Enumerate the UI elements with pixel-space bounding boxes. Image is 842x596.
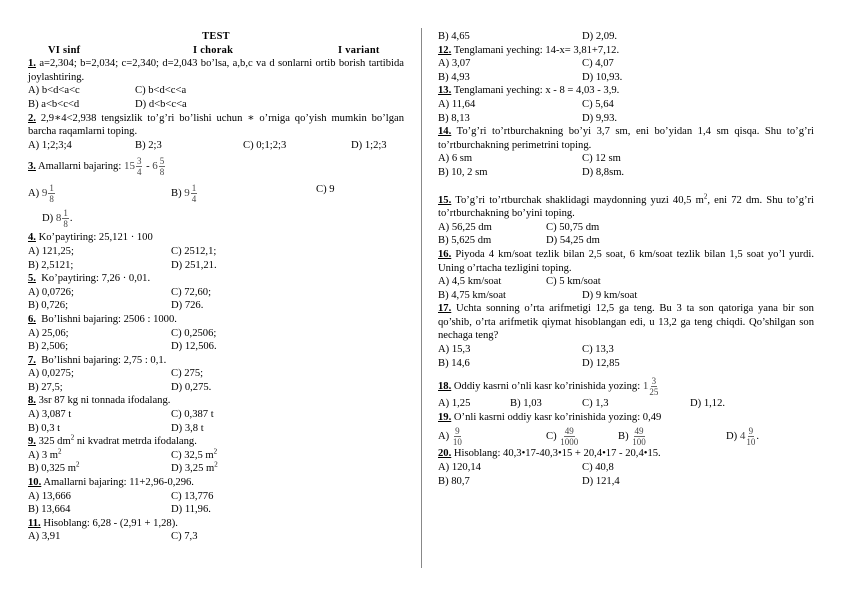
option-d[interactable]: [726, 426, 759, 447]
option-b[interactable]: B) 4,75 km/soat: [438, 289, 506, 301]
option-c[interactable]: C) 72,60;: [171, 286, 212, 298]
option-b[interactable]: [618, 426, 726, 447]
mixed-number-whole: 8: [55, 212, 62, 225]
answer-row: [28, 462, 404, 476]
question-text: Uchta sonning o’rta arifmetigi 12,5 ga teng. Bu 3 ta son qatoriga yana bir son qo’shib, o’rta arifmetik qiymat hisoblangan edi, u 13,2 ga teng chiqdi. Qo’shilgan son nechaga teng?: [438, 303, 814, 342]
option-a[interactable]: A) 3,91: [28, 531, 61, 543]
question-text: Bo’lishni bajaring: 2,75 : 0,1.: [41, 354, 167, 366]
question-text: To’g’ri to’rtburchak shaklidagi maydonning yuzi 40,5 m: [455, 194, 704, 206]
answer-row: [438, 357, 814, 371]
option-d[interactable]: D) 8,8sm.: [582, 166, 625, 178]
mixed-number-whole: 9: [184, 187, 190, 200]
answer-row: [438, 275, 814, 289]
option-c[interactable]: C) 0,387 t: [171, 409, 214, 421]
superscript: 2: [75, 460, 80, 469]
question-17: [438, 302, 814, 343]
answer-row: [28, 183, 404, 204]
denominator: 25: [649, 387, 659, 398]
option-a[interactable]: A) 3,087 t: [28, 409, 72, 421]
question-text: 3sr 87 kg ni tonnada ifodalang.: [38, 395, 171, 407]
option-b[interactable]: B) 1,03: [510, 398, 542, 410]
question-text: Bo’lishni bajaring: 2506 : 1000.: [41, 313, 177, 325]
question-2: [28, 112, 404, 139]
mixed-number-whole: 15: [123, 160, 135, 173]
fraction: [191, 183, 198, 204]
numerator: 1: [63, 208, 68, 219]
denominator: 4: [136, 167, 142, 178]
question-text: , eni 72 dm. Shu to’g’ri to’rtburchakning bo’yini toping.: [438, 194, 814, 220]
question-text: Amallarni bajaring:: [38, 161, 122, 173]
answer-row: [28, 367, 404, 381]
option-a[interactable]: [438, 426, 546, 447]
option-b[interactable]: B) 5,625 dm: [438, 235, 492, 247]
numerator: 49: [634, 426, 644, 437]
question-text: To’g’ri to’rtburchakning bo’yi 3,7 sm, eni bo’yidan 1,4 sm qisqa. Shu to’g’ri to’rtburchakning perimetrini toping.: [438, 126, 814, 151]
option-d[interactable]: D) 2,09.: [582, 31, 618, 42]
option-letter: B): [618, 431, 629, 443]
question-number: 13.: [438, 85, 452, 97]
option-a[interactable]: A) 13,666: [28, 490, 71, 502]
option-d[interactable]: D) 121,4: [582, 475, 620, 487]
numerator: 3: [651, 376, 657, 387]
option-b[interactable]: B) 2;3: [135, 139, 162, 151]
question-number: 18.: [438, 381, 452, 393]
grade-label: VI sinf: [48, 44, 81, 56]
option-c[interactable]: C) 0,2506;: [171, 327, 217, 339]
answer-row: [28, 408, 404, 422]
option-c[interactable]: C) 12 sm: [582, 153, 621, 165]
numerator: 1: [49, 183, 54, 194]
option-c[interactable]: C) 5 km/soat: [546, 276, 601, 288]
denominator: 8: [159, 167, 165, 178]
question-10: [28, 476, 404, 490]
fraction: [453, 426, 462, 447]
option-c[interactable]: [171, 449, 217, 463]
superscript: 2: [214, 460, 218, 469]
answer-row: [28, 503, 404, 517]
question-number: 9.: [28, 436, 36, 448]
answer-row: [438, 152, 814, 166]
option-d[interactable]: D) 0,275.: [171, 381, 212, 393]
numerator: 1: [191, 183, 197, 194]
option-c[interactable]: C) 50,75 dm: [546, 221, 600, 233]
option-a[interactable]: A) 0,0726;: [28, 286, 74, 298]
question-text: ni kvadrat metrda ifodalang.: [74, 436, 197, 448]
mixed-number-whole: 4: [739, 430, 746, 443]
question-number: 15.: [438, 194, 452, 206]
question-text: Ko’paytiring: 7,26 · 0,01.: [41, 273, 151, 285]
option-a[interactable]: A) 1,25: [438, 398, 471, 410]
option-c[interactable]: C) 9: [316, 184, 335, 196]
answer-row: [28, 299, 404, 313]
fraction: [48, 183, 55, 204]
answer-row: [438, 112, 814, 126]
question-number: 2.: [28, 112, 36, 124]
option-d[interactable]: [42, 208, 73, 229]
option-a[interactable]: A) 15,3: [438, 344, 471, 356]
option-letter: D): [726, 431, 738, 443]
answer-row: [438, 289, 814, 303]
option-b[interactable]: B) 80,7: [438, 475, 470, 487]
question-3: [28, 156, 404, 177]
fraction: [632, 426, 646, 447]
answer-row: [438, 426, 814, 447]
numerator: 5: [159, 156, 165, 167]
option-a[interactable]: A) 120,14: [438, 462, 481, 474]
answer-row: [438, 98, 814, 112]
option-letter: C): [546, 431, 557, 443]
denominator: 4: [191, 194, 197, 205]
answer-row: [438, 57, 814, 71]
question-13: [438, 84, 814, 98]
question-number: 10.: [28, 477, 42, 489]
answer-row: [438, 397, 814, 411]
question-6: [28, 313, 404, 327]
question-text: Tenglamani yeching: x - 8 = 4,03 - 3,9.: [453, 85, 620, 97]
mixed-number-whole: 9: [41, 187, 48, 200]
option-b[interactable]: B) 14,6: [438, 357, 470, 369]
option-a[interactable]: A) 56,25 dm: [438, 221, 492, 233]
question-5: [28, 272, 404, 286]
option-b[interactable]: B) a<b<c<d: [28, 98, 80, 110]
answer-row: [438, 221, 814, 235]
option-c[interactable]: C) 4,07: [582, 58, 614, 70]
option-d[interactable]: D) 54,25 dm: [546, 235, 600, 247]
denominator: 100: [632, 437, 646, 448]
numerator: 9: [455, 426, 460, 437]
fraction: [136, 156, 143, 177]
option-a[interactable]: A) 0,0275;: [28, 368, 74, 380]
question-18: [438, 376, 814, 397]
question-text: Amallarni bajaring: 11+2,96-0,296.: [43, 477, 194, 489]
denominator: 10: [746, 437, 756, 448]
option-b[interactable]: B) 4,93: [438, 71, 470, 83]
option-a[interactable]: A) 4,5 km/soat: [438, 276, 502, 288]
option-b[interactable]: B) 10, 2 sm: [438, 166, 488, 178]
option-a[interactable]: A) 25,06;: [28, 327, 69, 339]
option-c[interactable]: C) 2512,1;: [171, 245, 217, 257]
denominator: 8: [49, 194, 54, 205]
question-text: Oddiy kasrni o’nli kasr ko’rinishida yozing:: [453, 381, 641, 393]
answer-row: [28, 259, 404, 273]
option-d[interactable]: [171, 462, 218, 476]
option-text: C) 32,5 m: [171, 449, 214, 461]
answer-row: [28, 84, 404, 98]
denominator: 1000: [560, 437, 579, 448]
answer-row: [28, 490, 404, 504]
question-text: Tenglamani yeching: 14-x= 3,81+7,12.: [453, 44, 620, 56]
option-c[interactable]: C) 275;: [171, 368, 204, 380]
option-c[interactable]: C) b<d<c<a: [135, 85, 187, 97]
option-a[interactable]: A) 6 sm: [438, 153, 473, 165]
option-d[interactable]: D) 11,96.: [171, 504, 211, 516]
question-4: [28, 231, 404, 245]
question-text: Ko’paytiring: 25,121 · 100: [38, 232, 153, 244]
question-text: 2,9∗4<2,938 tengsizlik to’g’ri bo’lishi uchun ∗ o’rniga qo’yish mumkin bo’lgan barcha raqamlarni toping.: [28, 112, 404, 138]
question-16: [438, 248, 814, 275]
option-text: A) 3 m: [28, 449, 59, 461]
fraction: [560, 426, 578, 447]
option-letter: D): [42, 213, 54, 225]
option-b[interactable]: [171, 183, 316, 204]
answer-row: [438, 166, 814, 180]
option-c[interactable]: C) 1,3: [582, 398, 609, 410]
answer-row: [438, 461, 814, 475]
superscript: 2: [70, 433, 75, 442]
question-text: Hisoblang: 6,28 - (2,91 + 1,28).: [43, 517, 178, 529]
mixed-number-whole: 6: [152, 160, 158, 173]
option-b[interactable]: B) 2,506;: [28, 341, 69, 353]
option-b[interactable]: B) 0,3 t: [28, 422, 61, 434]
operator: -: [146, 161, 150, 173]
option-d[interactable]: D) 3,8 t: [171, 422, 204, 434]
fraction: [746, 426, 755, 447]
superscript: 2: [213, 447, 218, 456]
answer-row: [28, 139, 404, 153]
variant-label: I variant: [338, 44, 380, 56]
option-letter: A): [28, 188, 40, 200]
fraction: [649, 376, 658, 397]
answer-row: [28, 530, 404, 544]
answer-row: [438, 343, 814, 357]
option-c[interactable]: C) 13,776: [171, 490, 214, 502]
question-20: [438, 447, 814, 461]
option-a[interactable]: A) 3,07: [438, 58, 471, 70]
question-number: 5.: [28, 273, 36, 285]
question-number: 16.: [438, 248, 452, 260]
answer-row: [28, 98, 404, 112]
question-number: 19.: [438, 411, 452, 423]
option-b[interactable]: B) 27,5;: [28, 381, 63, 393]
answer-row: [28, 208, 404, 229]
option-d[interactable]: D) 10,93.: [582, 71, 623, 83]
numerator: 9: [748, 426, 754, 437]
answer-row: [438, 30, 814, 44]
question-11: [28, 517, 404, 531]
term-label: I chorak: [193, 44, 234, 56]
numerator: 49: [564, 426, 574, 437]
option-d[interactable]: D) 1;2;3: [351, 139, 387, 151]
answer-row: [438, 475, 814, 489]
superscript: 2: [703, 192, 708, 200]
question-1: [28, 57, 404, 84]
column-divider: [421, 28, 422, 568]
superscript: 2: [58, 447, 62, 456]
option-d[interactable]: D) 251,21.: [171, 259, 217, 271]
question-text: Piyoda 4 km/soat tezlik bilan 2,5 soat, 6 km/soat tezlik bilan 1,5 soat yo’l yurdi. Uning o’rtacha tezligini toping.: [438, 248, 814, 274]
test-header: [28, 44, 404, 58]
mixed-number-whole: 1: [642, 380, 649, 393]
option-d[interactable]: D) 726.: [171, 300, 204, 312]
question-text: a=2,304; b=2,034; c=2,340; d=2,043 bo’lsa, a,b,c va d sonlarni ortib borish tartibida joylashtiring.: [28, 58, 404, 83]
option-d[interactable]: D) 9 km/soat: [582, 289, 638, 301]
option-d[interactable]: D) 12,85: [582, 357, 620, 369]
option-a[interactable]: A) 1;2;3;4: [28, 139, 72, 151]
test-title: TEST: [202, 31, 230, 42]
question-15: [438, 194, 814, 221]
answer-row: [28, 381, 404, 395]
right-column: [438, 30, 814, 488]
option-a[interactable]: A) 11,64: [438, 98, 476, 110]
question-14: [438, 125, 814, 152]
question-7: [28, 354, 404, 368]
option-c[interactable]: C) 5,64: [582, 98, 614, 110]
option-d[interactable]: D) 9,93.: [582, 112, 618, 124]
option-b[interactable]: [28, 462, 171, 476]
denominator: 10: [452, 437, 462, 448]
punctuation: .: [69, 213, 73, 225]
question-number: 6.: [28, 313, 36, 325]
answer-row: [28, 340, 404, 354]
left-column: [28, 30, 404, 544]
question-number: 8.: [28, 395, 36, 407]
question-number: 1.: [28, 58, 36, 70]
answer-row: [28, 245, 404, 259]
option-a[interactable]: [28, 183, 171, 204]
option-a[interactable]: A) 121,25;: [28, 245, 74, 257]
question-number: 11.: [28, 517, 41, 529]
fraction: [159, 156, 166, 177]
option-b[interactable]: B) 8,13: [438, 112, 470, 124]
option-a[interactable]: [28, 449, 171, 463]
option-c[interactable]: C) 7,3: [171, 531, 198, 543]
option-text: B) 0,325 m: [28, 463, 76, 475]
option-a[interactable]: A) b<d<a<c: [28, 85, 80, 97]
question-number: 3.: [28, 161, 36, 173]
answer-row: [28, 286, 404, 300]
option-b[interactable]: B) 13,664: [28, 504, 71, 516]
option-c[interactable]: C) 40,8: [582, 462, 614, 474]
question-number: 14.: [438, 126, 452, 138]
question-19: [438, 411, 814, 425]
question-number: 4.: [28, 232, 36, 244]
option-b[interactable]: B) 4,65: [438, 31, 470, 42]
answer-row: [28, 327, 404, 341]
question-text: Hisoblang: 40,3•17-40,3•15 + 20,4•17 - 20,4•15.: [453, 448, 661, 460]
question-text: 325 dm: [38, 436, 71, 448]
punctuation: .: [756, 431, 759, 443]
option-b[interactable]: B) 2,5121;: [28, 259, 74, 271]
option-d[interactable]: D) 1,12.: [690, 398, 726, 410]
option-text: D) 3,25 m: [171, 463, 215, 475]
option-c[interactable]: [546, 426, 618, 447]
option-letter: B): [171, 188, 182, 200]
option-letter: A): [438, 431, 450, 443]
question-number: 17.: [438, 303, 452, 315]
option-c[interactable]: C) 13,3: [582, 344, 614, 356]
question-text: O’nli kasrni oddiy kasr ko’rinishida yozing: 0,49: [453, 411, 662, 423]
fraction: [62, 208, 69, 229]
question-number: 20.: [438, 448, 452, 460]
question-8: [28, 394, 404, 408]
question-12: [438, 44, 814, 58]
answer-row: [438, 234, 814, 248]
answer-row: [28, 422, 404, 436]
option-d[interactable]: D) d<b<c<a: [135, 98, 187, 110]
question-number: 12.: [438, 44, 452, 56]
option-b[interactable]: B) 0,726;: [28, 300, 69, 312]
question-number: 7.: [28, 354, 36, 366]
denominator: 8: [63, 219, 68, 230]
option-c[interactable]: C) 0;1;2;3: [243, 139, 287, 151]
answer-row: [438, 71, 814, 85]
numerator: 3: [136, 156, 142, 167]
option-d[interactable]: D) 12,506.: [171, 341, 217, 353]
